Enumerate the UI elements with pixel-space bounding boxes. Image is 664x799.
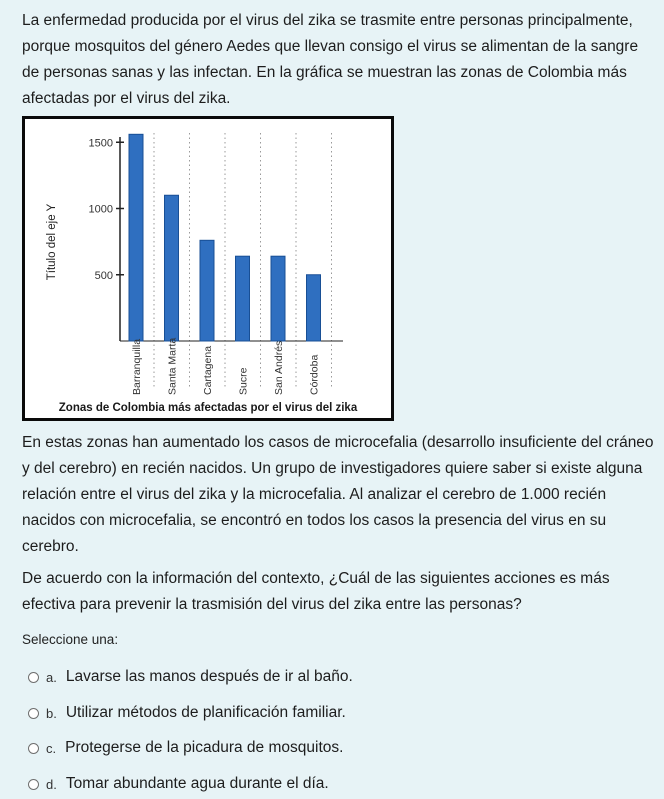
bar — [129, 134, 143, 341]
y-axis-title: Título del eje Y — [46, 203, 58, 281]
x-tick-label: San Andrés — [273, 340, 285, 395]
answer-prompt: Seleccione una: — [22, 632, 119, 647]
x-tick-label: Córdoba — [308, 354, 321, 395]
chart-svg — [25, 119, 391, 418]
bar — [165, 195, 179, 341]
x-axis-title: Zonas de Colombia más afectadas por el virus del zika — [58, 402, 358, 414]
x-tick-label: Cartagena — [202, 345, 214, 395]
option-letter-a: a. — [46, 669, 57, 685]
option-a[interactable] — [28, 666, 353, 688]
x-tick-label: Sucre — [237, 367, 250, 395]
question-text: De acuerdo con la información del contexto, ¿Cuál de las siguientes acciones es más efectiva para prevenir la trasmisión del virus del zika entre las personas? — [22, 570, 610, 613]
option-text-a[interactable]: Lavarse las manos después de ir al baño. — [65, 668, 353, 685]
y-tick-label: 500 — [94, 269, 113, 282]
radio-button-b[interactable] — [28, 708, 39, 719]
context-paragraph-2: En estas zonas han aumentado los casos de microcefalia (desarrollo insuficiente del cráneo y del cerebro) en recién nacidos. Un grupo de investigadores quiere saber si existe alguna relación entre el virus del zika y la microcefalia. Al analizar el cerebro de 1.000 recién nacidos con microcefalia, se encontró en todos los casos la presencia del virus en su cerebro. — [22, 434, 654, 555]
radio-button-c[interactable] — [28, 743, 39, 754]
option-letter-c: c. — [46, 740, 57, 756]
bar — [271, 256, 285, 341]
radio-button-a[interactable] — [28, 672, 39, 683]
context-paragraph-1: La enfermedad producida por el virus del zika se trasmite entre personas principalmente, porque mosquitos del género Aedes que llevan consigo el virus se alimentan de la sangre de personas sanas y las infectan. En la gráfica se muestran las zonas de Colombia más afectadas por el virus del zika. — [22, 12, 639, 107]
zika-bar-chart — [22, 116, 394, 421]
y-tick-label: 1000 — [88, 203, 113, 216]
bar — [200, 240, 214, 341]
option-letter-b: b. — [46, 705, 57, 721]
x-tick-label: Santa Marta — [166, 337, 179, 395]
option-text-d[interactable]: Tomar abundante agua durante el día. — [65, 775, 329, 792]
y-tick-label: 1500 — [88, 137, 113, 150]
option-b[interactable] — [28, 702, 346, 724]
option-letter-d: d. — [46, 776, 57, 792]
bar — [236, 256, 250, 341]
x-tick-label: Barranquilla — [131, 338, 143, 395]
option-d[interactable] — [28, 773, 329, 795]
radio-button-d[interactable] — [28, 779, 39, 790]
option-text-b[interactable]: Utilizar métodos de planificación familiar. — [65, 704, 346, 721]
option-c[interactable] — [28, 737, 343, 759]
bar — [307, 275, 321, 341]
option-text-c[interactable]: Protegerse de la picadura de mosquitos. — [65, 739, 344, 756]
